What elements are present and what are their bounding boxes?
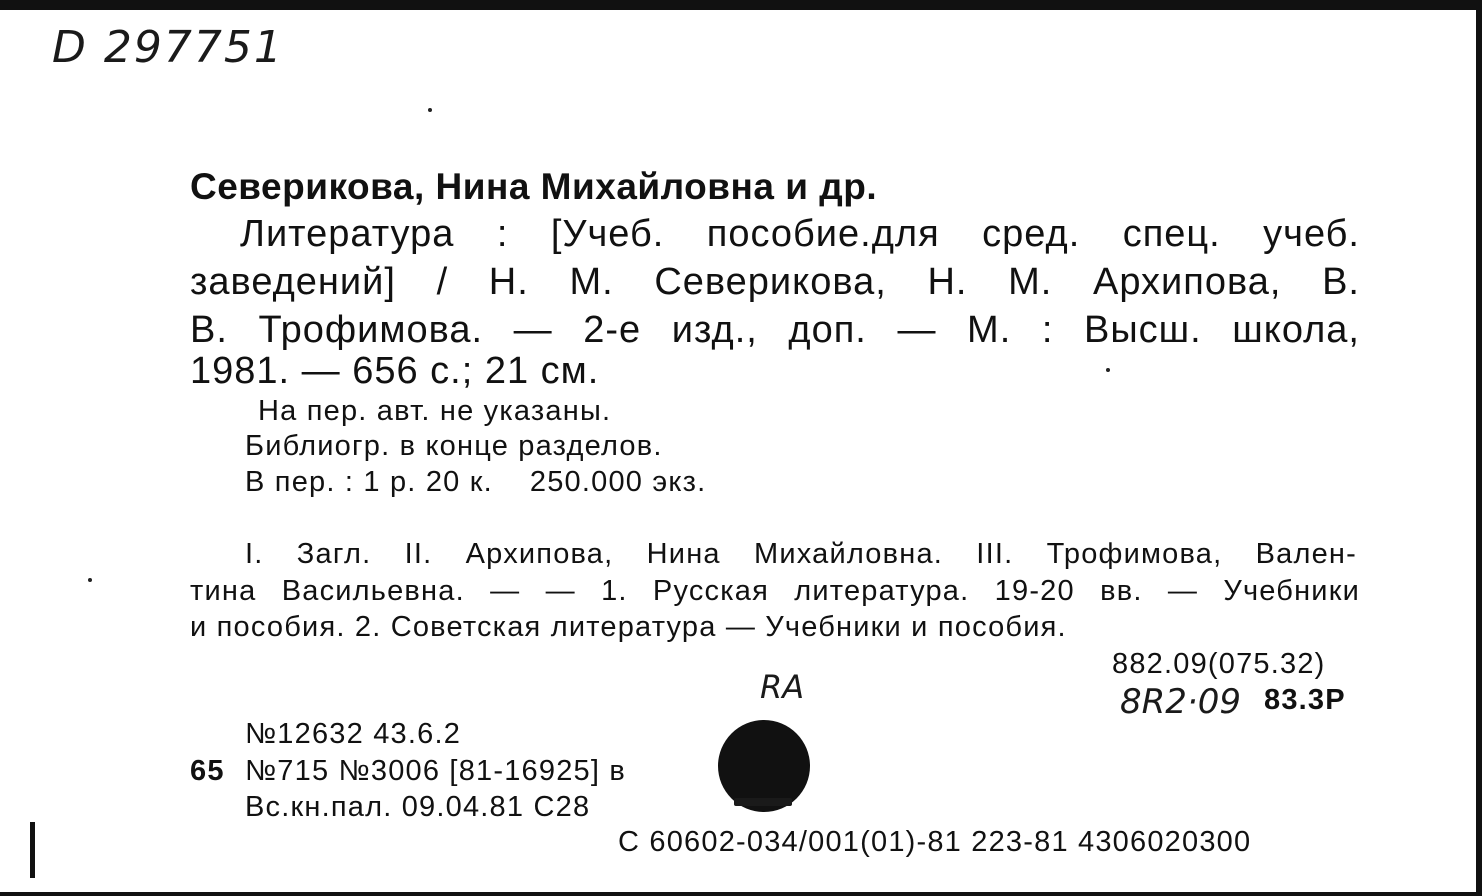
speck xyxy=(88,578,92,582)
tracing-line-2: тина Васильевна. — — 1. Русская литература. 19-20 вв. — Учебники xyxy=(190,575,1360,607)
speck xyxy=(428,108,432,112)
catalog-code: С 60602-034/001(01)-81 223-81 4306020300 xyxy=(618,826,1252,858)
record-number: №12632 43.6.2 xyxy=(245,718,462,750)
card-edge-bottom xyxy=(0,892,1482,896)
tracing-line-3: и пособия. 2. Советская литература — Учебники и пособия. xyxy=(190,611,1067,643)
note-line-1: На пер. авт. не указаны. xyxy=(258,395,612,427)
title-line-1: Литература : [Учеб. пособие.для сред. спец. учеб. xyxy=(240,213,1360,255)
author-heading: Северикова, Нина Михайловна и др. xyxy=(190,166,878,207)
speck xyxy=(1106,368,1110,372)
handwritten-class-code: 8R2·09 xyxy=(1120,682,1241,722)
handwritten-mark-ra: RA xyxy=(760,668,805,706)
title-line-4: 1981. — 656 с.; 21 см. xyxy=(190,350,600,392)
note-line-2: Библиогр. в конце разделов. xyxy=(245,430,663,462)
margin-mark xyxy=(30,822,35,878)
card-number-line: №715 №3006 [81-16925] в xyxy=(245,755,626,787)
udc-code: 882.09(075.32) xyxy=(1112,648,1326,680)
note-line-3: В пер. : 1 р. 20 к. 250.000 экз. xyxy=(245,466,707,498)
title-line-2: заведений] / Н. М. Северикова, Н. М. Архипова, В. xyxy=(190,261,1360,303)
card-prefix: 65 xyxy=(190,755,225,787)
title-line-3: В. Трофимова. — 2-е изд., доп. — М. : Высш. школа, xyxy=(190,309,1360,351)
card-edge-right xyxy=(1476,0,1482,896)
bbk-code: 83.3Р xyxy=(1264,684,1346,716)
book-chamber-line: Вс.кн.пал. 09.04.81 С28 xyxy=(245,791,591,823)
card-edge-top xyxy=(0,0,1482,10)
ink-smudge xyxy=(734,798,792,806)
handwritten-inventory-number: D 297751 xyxy=(52,22,284,73)
tracing-line-1: I. Загл. II. Архипова, Нина Михайловна. III. Трофимова, Вален- xyxy=(245,538,1357,570)
